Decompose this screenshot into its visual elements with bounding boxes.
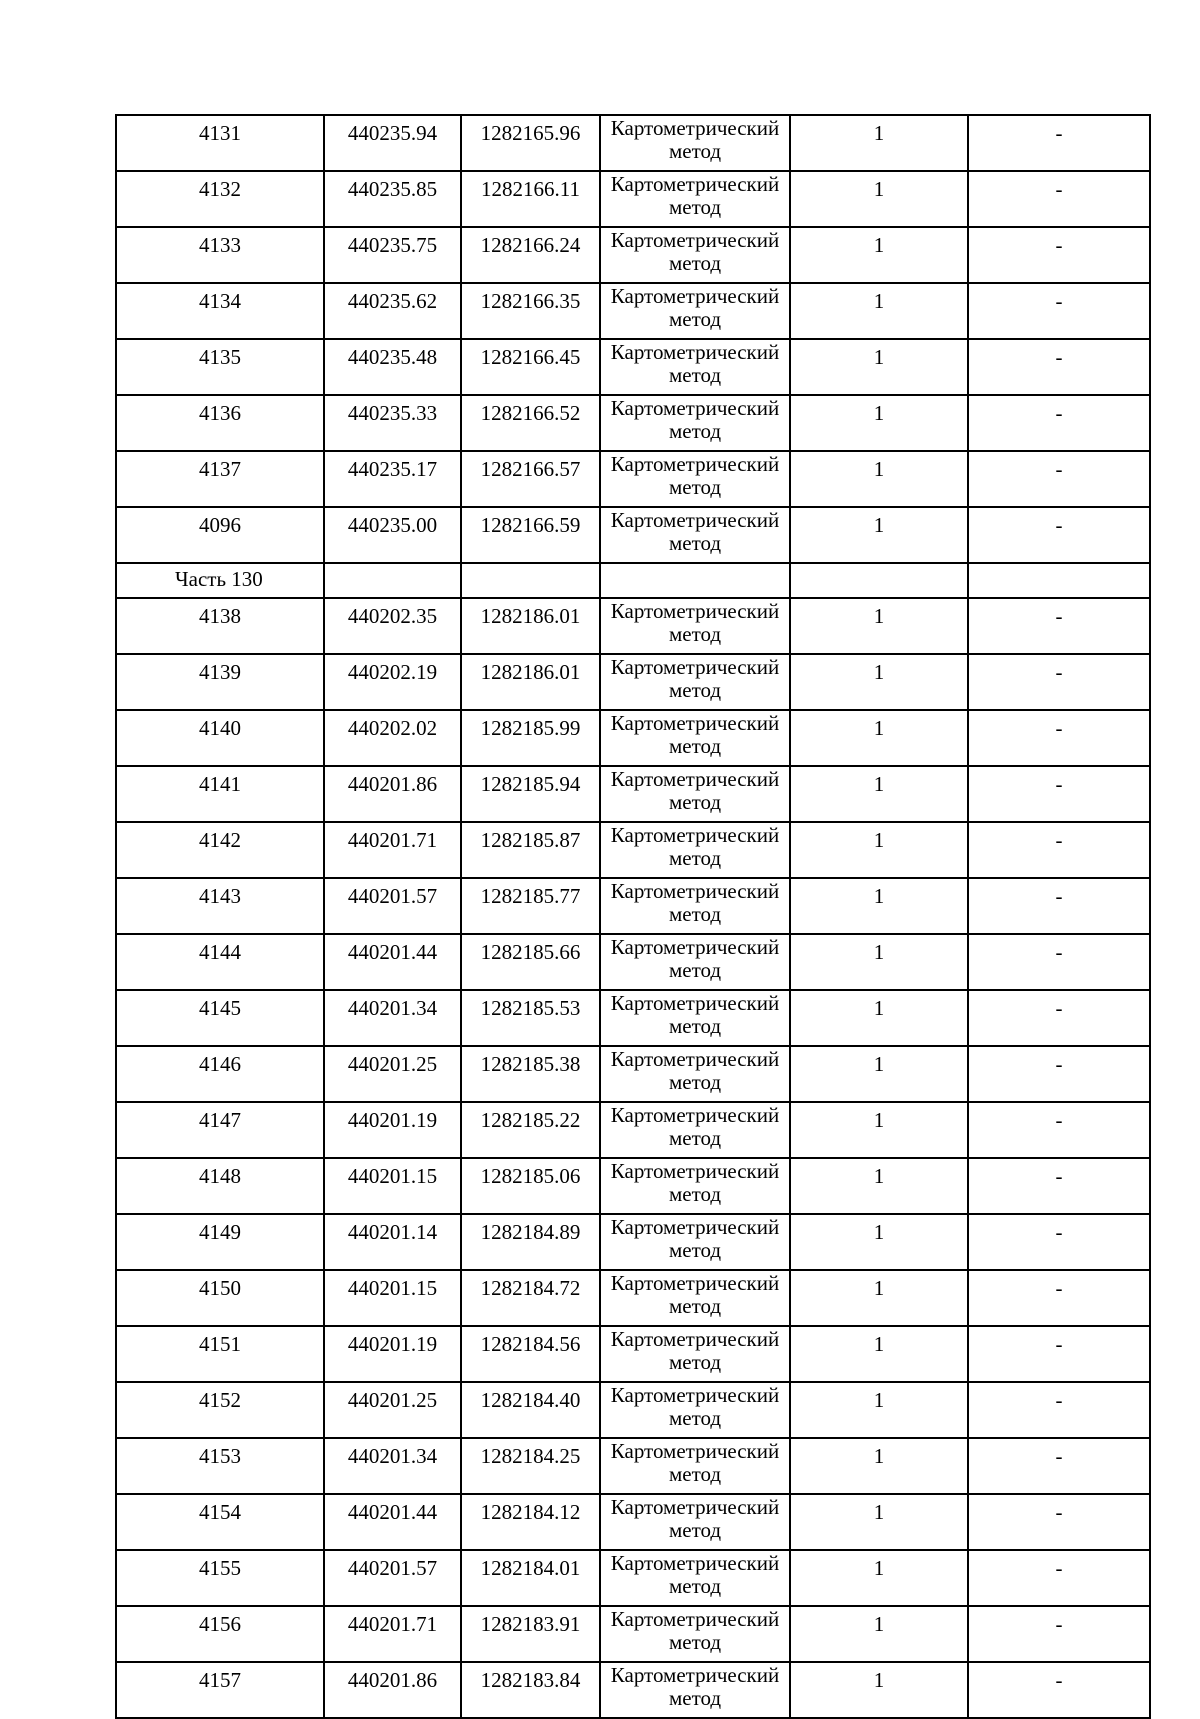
method-cell: Картометрический метод — [600, 451, 790, 507]
point-number-cell: 4096 — [116, 507, 324, 563]
accuracy-cell: 1 — [790, 283, 968, 339]
y-coordinate-cell: 1282186.01 — [461, 654, 600, 710]
method-cell: Картометрический метод — [600, 1102, 790, 1158]
point-number-cell: 4135 — [116, 339, 324, 395]
table-row — [116, 507, 1150, 563]
y-coordinate-cell: 1282185.22 — [461, 1102, 600, 1158]
method-cell: Картометрический метод — [600, 1438, 790, 1494]
point-number-cell: 4134 — [116, 283, 324, 339]
note-cell: - — [968, 115, 1150, 171]
method-cell: Картометрический метод — [600, 1382, 790, 1438]
y-coordinate-cell: 1282185.06 — [461, 1158, 600, 1214]
table-row — [116, 1102, 1150, 1158]
note-cell: - — [968, 339, 1150, 395]
table-row — [116, 1606, 1150, 1662]
accuracy-cell: 1 — [790, 1326, 968, 1382]
accuracy-cell: 1 — [790, 934, 968, 990]
note-cell: - — [968, 766, 1150, 822]
method-cell: Картометрический метод — [600, 1270, 790, 1326]
accuracy-cell: 1 — [790, 1102, 968, 1158]
y-coordinate-cell: 1282185.66 — [461, 934, 600, 990]
empty-cell — [600, 563, 790, 598]
accuracy-cell: 1 — [790, 227, 968, 283]
x-coordinate-cell: 440201.44 — [324, 934, 461, 990]
table-row — [116, 1046, 1150, 1102]
accuracy-cell: 1 — [790, 171, 968, 227]
y-coordinate-cell: 1282166.52 — [461, 395, 600, 451]
x-coordinate-cell: 440201.71 — [324, 822, 461, 878]
table-row — [116, 451, 1150, 507]
point-number-cell: 4133 — [116, 227, 324, 283]
x-coordinate-cell: 440201.86 — [324, 1662, 461, 1718]
point-number-cell: 4147 — [116, 1102, 324, 1158]
x-coordinate-cell: 440202.19 — [324, 654, 461, 710]
note-cell: - — [968, 1494, 1150, 1550]
accuracy-cell: 1 — [790, 1662, 968, 1718]
point-number-cell: 4153 — [116, 1438, 324, 1494]
point-number-cell: 4156 — [116, 1606, 324, 1662]
table-row — [116, 1214, 1150, 1270]
note-cell: - — [968, 822, 1150, 878]
method-cell: Картометрический метод — [600, 654, 790, 710]
x-coordinate-cell: 440201.19 — [324, 1326, 461, 1382]
note-cell: - — [968, 1102, 1150, 1158]
point-number-cell: 4157 — [116, 1662, 324, 1718]
y-coordinate-cell: 1282185.94 — [461, 766, 600, 822]
method-cell: Картометрический метод — [600, 339, 790, 395]
method-cell: Картометрический метод — [600, 598, 790, 654]
note-cell: - — [968, 1158, 1150, 1214]
y-coordinate-cell: 1282183.91 — [461, 1606, 600, 1662]
method-cell: Картометрический метод — [600, 227, 790, 283]
note-cell: - — [968, 1550, 1150, 1606]
note-cell: - — [968, 507, 1150, 563]
y-coordinate-cell: 1282166.35 — [461, 283, 600, 339]
note-cell: - — [968, 1326, 1150, 1382]
table-row — [116, 1270, 1150, 1326]
point-number-cell: 4139 — [116, 654, 324, 710]
x-coordinate-cell: 440235.00 — [324, 507, 461, 563]
x-coordinate-cell: 440201.19 — [324, 1102, 461, 1158]
accuracy-cell: 1 — [790, 1270, 968, 1326]
method-cell: Картометрический метод — [600, 766, 790, 822]
point-number-cell: 4137 — [116, 451, 324, 507]
y-coordinate-cell: 1282166.11 — [461, 171, 600, 227]
point-number-cell: 4154 — [116, 1494, 324, 1550]
point-number-cell: 4151 — [116, 1326, 324, 1382]
table-row — [116, 654, 1150, 710]
x-coordinate-cell: 440201.57 — [324, 1550, 461, 1606]
method-cell: Картометрический метод — [600, 990, 790, 1046]
empty-cell — [790, 563, 968, 598]
point-number-cell: 4146 — [116, 1046, 324, 1102]
accuracy-cell: 1 — [790, 822, 968, 878]
x-coordinate-cell: 440235.94 — [324, 115, 461, 171]
note-cell: - — [968, 1382, 1150, 1438]
accuracy-cell: 1 — [790, 1550, 968, 1606]
accuracy-cell: 1 — [790, 1158, 968, 1214]
table-row — [116, 1438, 1150, 1494]
y-coordinate-cell: 1282166.57 — [461, 451, 600, 507]
note-cell: - — [968, 283, 1150, 339]
accuracy-cell: 1 — [790, 766, 968, 822]
point-number-cell: 4136 — [116, 395, 324, 451]
x-coordinate-cell: 440201.14 — [324, 1214, 461, 1270]
method-cell: Картометрический метод — [600, 1606, 790, 1662]
note-cell: - — [968, 171, 1150, 227]
method-cell: Картометрический метод — [600, 822, 790, 878]
point-number-cell: 4145 — [116, 990, 324, 1046]
note-cell: - — [968, 1662, 1150, 1718]
point-number-cell: 4149 — [116, 1214, 324, 1270]
note-cell: - — [968, 878, 1150, 934]
point-number-cell: 4141 — [116, 766, 324, 822]
x-coordinate-cell: 440201.25 — [324, 1046, 461, 1102]
accuracy-cell: 1 — [790, 878, 968, 934]
method-cell: Картометрический метод — [600, 1158, 790, 1214]
y-coordinate-cell: 1282185.38 — [461, 1046, 600, 1102]
point-number-cell: 4132 — [116, 171, 324, 227]
x-coordinate-cell: 440202.02 — [324, 710, 461, 766]
x-coordinate-cell: 440235.85 — [324, 171, 461, 227]
x-coordinate-cell: 440201.57 — [324, 878, 461, 934]
table-row — [116, 1158, 1150, 1214]
y-coordinate-cell: 1282186.01 — [461, 598, 600, 654]
accuracy-cell: 1 — [790, 1046, 968, 1102]
y-coordinate-cell: 1282184.56 — [461, 1326, 600, 1382]
method-cell: Картометрический метод — [600, 1494, 790, 1550]
accuracy-cell: 1 — [790, 339, 968, 395]
y-coordinate-cell: 1282184.89 — [461, 1214, 600, 1270]
table-row — [116, 990, 1150, 1046]
accuracy-cell: 1 — [790, 1382, 968, 1438]
y-coordinate-cell: 1282185.53 — [461, 990, 600, 1046]
accuracy-cell: 1 — [790, 654, 968, 710]
table-row — [116, 766, 1150, 822]
y-coordinate-cell: 1282184.40 — [461, 1382, 600, 1438]
section-label: Часть 130 — [116, 563, 324, 598]
accuracy-cell: 1 — [790, 598, 968, 654]
table-row — [116, 171, 1150, 227]
table-row — [116, 1662, 1150, 1718]
method-cell: Картометрический метод — [600, 934, 790, 990]
point-number-cell: 4152 — [116, 1382, 324, 1438]
method-cell: Картометрический метод — [600, 171, 790, 227]
x-coordinate-cell: 440235.62 — [324, 283, 461, 339]
note-cell: - — [968, 395, 1150, 451]
y-coordinate-cell: 1282184.12 — [461, 1494, 600, 1550]
table-row — [116, 1494, 1150, 1550]
accuracy-cell: 1 — [790, 451, 968, 507]
x-coordinate-cell: 440235.75 — [324, 227, 461, 283]
point-number-cell: 4144 — [116, 934, 324, 990]
table-row — [116, 1326, 1150, 1382]
table-row — [116, 227, 1150, 283]
method-cell: Картометрический метод — [600, 395, 790, 451]
x-coordinate-cell: 440201.34 — [324, 990, 461, 1046]
table-row — [116, 598, 1150, 654]
point-number-cell: 4138 — [116, 598, 324, 654]
coordinates-table — [115, 114, 1151, 1719]
y-coordinate-cell: 1282166.59 — [461, 507, 600, 563]
y-coordinate-cell: 1282185.87 — [461, 822, 600, 878]
x-coordinate-cell: 440201.25 — [324, 1382, 461, 1438]
point-number-cell: 4148 — [116, 1158, 324, 1214]
method-cell: Картометрический метод — [600, 1326, 790, 1382]
y-coordinate-cell: 1282185.77 — [461, 878, 600, 934]
note-cell: - — [968, 654, 1150, 710]
table-row — [116, 934, 1150, 990]
method-cell: Картометрический метод — [600, 710, 790, 766]
method-cell: Картометрический метод — [600, 507, 790, 563]
point-number-cell: 4140 — [116, 710, 324, 766]
point-number-cell: 4155 — [116, 1550, 324, 1606]
y-coordinate-cell: 1282185.99 — [461, 710, 600, 766]
y-coordinate-cell: 1282183.84 — [461, 1662, 600, 1718]
x-coordinate-cell: 440235.48 — [324, 339, 461, 395]
empty-cell — [461, 563, 600, 598]
note-cell: - — [968, 451, 1150, 507]
table-row — [116, 395, 1150, 451]
point-number-cell: 4131 — [116, 115, 324, 171]
y-coordinate-cell: 1282184.25 — [461, 1438, 600, 1494]
accuracy-cell: 1 — [790, 1214, 968, 1270]
table-row — [116, 115, 1150, 171]
y-coordinate-cell: 1282184.01 — [461, 1550, 600, 1606]
note-cell: - — [968, 598, 1150, 654]
y-coordinate-cell: 1282166.24 — [461, 227, 600, 283]
x-coordinate-cell: 440235.33 — [324, 395, 461, 451]
accuracy-cell: 1 — [790, 1494, 968, 1550]
empty-cell — [324, 563, 461, 598]
method-cell: Картометрический метод — [600, 1550, 790, 1606]
x-coordinate-cell: 440201.86 — [324, 766, 461, 822]
note-cell: - — [968, 227, 1150, 283]
method-cell: Картометрический метод — [600, 1214, 790, 1270]
method-cell: Картометрический метод — [600, 1662, 790, 1718]
table-row — [116, 822, 1150, 878]
x-coordinate-cell: 440201.15 — [324, 1158, 461, 1214]
note-cell: - — [968, 710, 1150, 766]
method-cell: Картометрический метод — [600, 1046, 790, 1102]
note-cell: - — [968, 1438, 1150, 1494]
note-cell: - — [968, 1270, 1150, 1326]
table-row — [116, 1550, 1150, 1606]
method-cell: Картометрический метод — [600, 283, 790, 339]
x-coordinate-cell: 440201.71 — [324, 1606, 461, 1662]
note-cell: - — [968, 990, 1150, 1046]
section-header-row — [116, 563, 1150, 598]
note-cell: - — [968, 934, 1150, 990]
table-row — [116, 283, 1150, 339]
note-cell: - — [968, 1046, 1150, 1102]
x-coordinate-cell: 440235.17 — [324, 451, 461, 507]
empty-cell — [968, 563, 1150, 598]
coordinates-table-body — [116, 115, 1150, 1718]
note-cell: - — [968, 1214, 1150, 1270]
accuracy-cell: 1 — [790, 395, 968, 451]
y-coordinate-cell: 1282166.45 — [461, 339, 600, 395]
accuracy-cell: 1 — [790, 507, 968, 563]
table-row — [116, 878, 1150, 934]
table-row — [116, 1382, 1150, 1438]
x-coordinate-cell: 440201.34 — [324, 1438, 461, 1494]
accuracy-cell: 1 — [790, 1606, 968, 1662]
x-coordinate-cell: 440201.15 — [324, 1270, 461, 1326]
point-number-cell: 4142 — [116, 822, 324, 878]
accuracy-cell: 1 — [790, 710, 968, 766]
table-row — [116, 339, 1150, 395]
y-coordinate-cell: 1282165.96 — [461, 115, 600, 171]
point-number-cell: 4143 — [116, 878, 324, 934]
point-number-cell: 4150 — [116, 1270, 324, 1326]
x-coordinate-cell: 440202.35 — [324, 598, 461, 654]
y-coordinate-cell: 1282184.72 — [461, 1270, 600, 1326]
accuracy-cell: 1 — [790, 990, 968, 1046]
x-coordinate-cell: 440201.44 — [324, 1494, 461, 1550]
method-cell: Картометрический метод — [600, 115, 790, 171]
note-cell: - — [968, 1606, 1150, 1662]
accuracy-cell: 1 — [790, 1438, 968, 1494]
table-row — [116, 710, 1150, 766]
accuracy-cell: 1 — [790, 115, 968, 171]
method-cell: Картометрический метод — [600, 878, 790, 934]
